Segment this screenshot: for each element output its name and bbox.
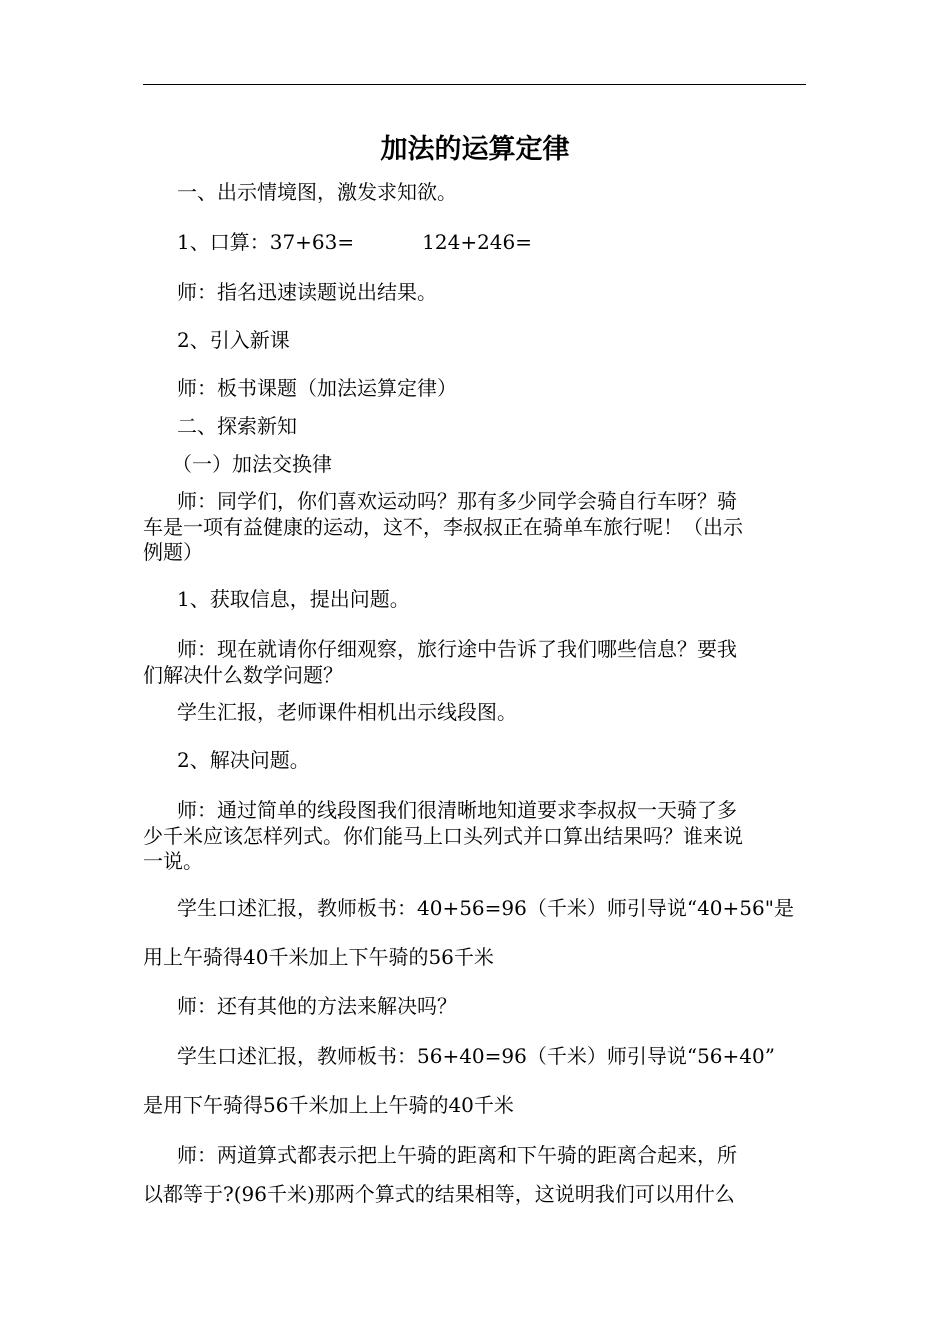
paragraph: 学生口述汇报，教师板书：40+56=96（千米）师引导说“40+56"是 (177, 896, 794, 920)
paragraph: 一说。 (143, 849, 203, 873)
calc-2: 124+246= (422, 230, 533, 254)
paragraph: 2、引入新课 (177, 328, 290, 352)
paragraph: 车是一项有益健康的运动，这不，李叔叔正在骑单车旅行呢！（出示 (143, 515, 743, 539)
paragraph: 用上午骑得40千米加上下午骑的56千米 (143, 945, 494, 969)
paragraph: 例题） (143, 540, 203, 564)
paragraph: 师：通过简单的线段图我们很清晰地知道要求李叔叔一天骑了多 (177, 798, 737, 822)
header-rule (143, 84, 806, 85)
heading-section-2: 二、探索新知 (177, 414, 297, 438)
paragraph: 师：同学们，你们喜欢运动吗？那有多少同学会骑自行车呀？骑 (177, 489, 737, 513)
paragraph: 少千米应该怎样列式。你们能马上口头列式并口算出结果吗？谁来说 (143, 824, 743, 848)
paragraph: 们解决什么数学问题？ (143, 663, 343, 687)
paragraph: 以都等于?(96千米)那两个算式的结果相等，这说明我们可以用什么 (143, 1182, 735, 1206)
paragraph: 学生汇报，老师课件相机出示线段图。 (177, 700, 517, 724)
paragraph: 学生口述汇报，教师板书：56+40=96（千米）师引导说“56+40” (177, 1044, 775, 1068)
heading-section-1: 一、出示情境图，激发求知欲。 (177, 180, 457, 204)
paragraph: 1、获取信息，提出问题。 (177, 587, 410, 611)
paragraph: 师：板书课题（加法运算定律） (177, 376, 457, 400)
calc-1: 1、口算：37+63= (177, 230, 355, 254)
paragraph: 师：现在就请你仔细观察，旅行途中告诉了我们哪些信息？要我 (177, 637, 737, 661)
paragraph: 是用下午骑得56千米加上上午骑的40千米 (143, 1093, 514, 1117)
paragraph: 师：还有其他的方法来解决吗？ (177, 994, 457, 1018)
paragraph-oral-calc (177, 227, 532, 257)
document-title: 加法的运算定律 (380, 134, 570, 165)
paragraph: 师：指名迅速读题说出结果。 (177, 280, 437, 304)
paragraph: 2、解决问题。 (177, 748, 310, 772)
heading-subsection-1: （一）加法交换律 (172, 452, 332, 476)
paragraph: 师：两道算式都表示把上午骑的距离和下午骑的距离合起来，所 (177, 1143, 737, 1167)
